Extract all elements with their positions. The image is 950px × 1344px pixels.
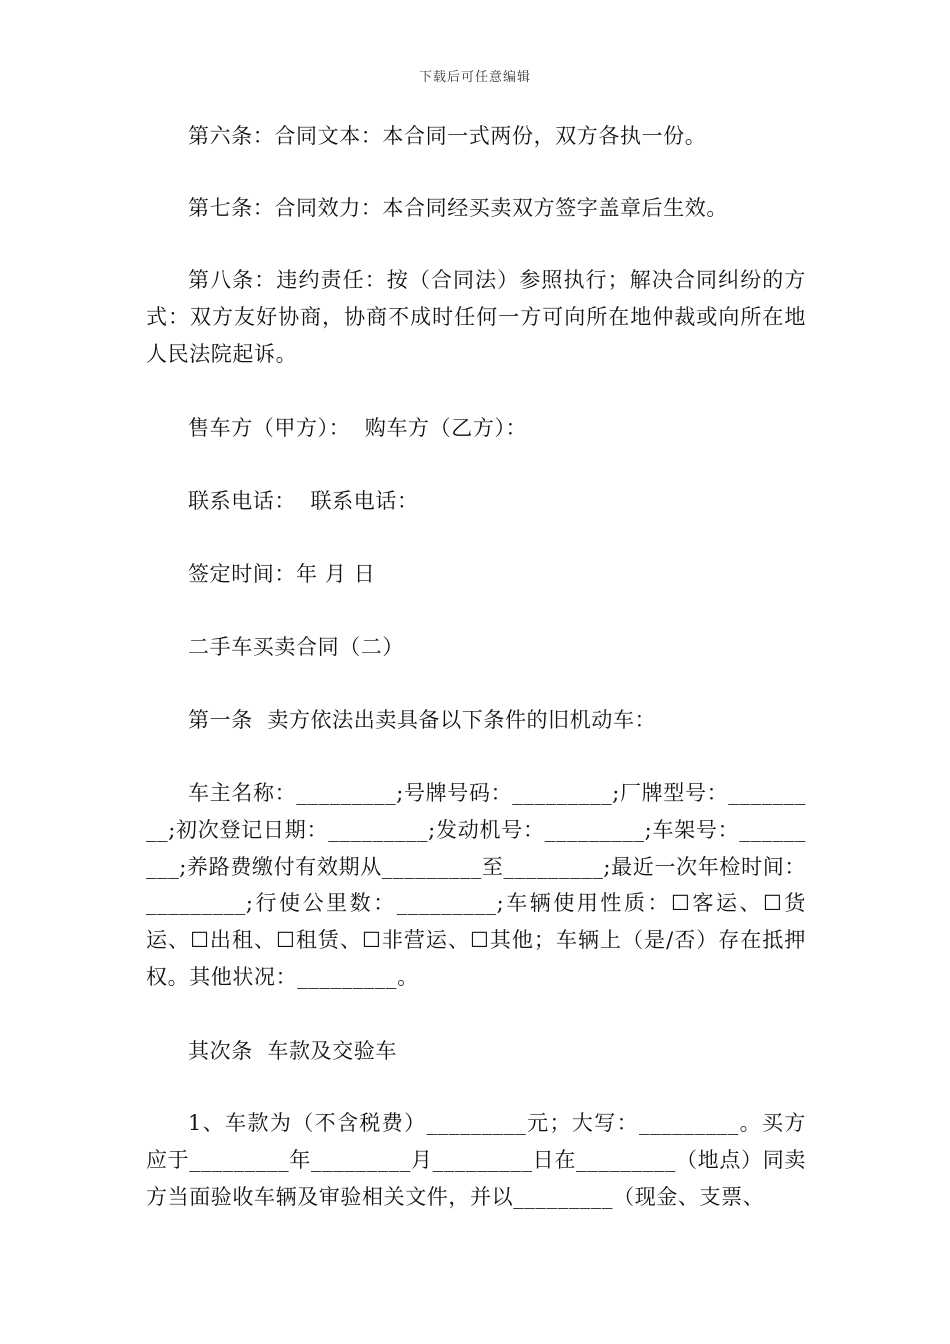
phone-line: 联系电话： 联系电话： <box>188 489 419 513</box>
clause-2-heading: 其次条 车款及交验车 <box>188 1039 397 1063</box>
seller-buyer-line: 售车方（甲方）： 购车方（乙方）： <box>188 416 528 440</box>
article-6-paragraph: 第六条：合同文本：本合同一式两份，双方各执一份。 <box>188 124 707 148</box>
article-8-paragraph: 第八条：违约责任：按（合同法）参照执行；解决合同纠纷的方式：双方友好协商，协商不成时任何一方可向所在地仲裁或向所在地人民法院起诉。 <box>146 268 806 366</box>
payment-paragraph: 1、车款为（不含税费）_________元；大写：_________。买方应于_________年_________月_________日在_________（地点）同卖方当面验收车辆及审验相关文件，并以_________（现金、支票、 <box>146 1111 806 1209</box>
article-7-paragraph: 第七条：合同效力：本合同经买卖双方签字盖章后生效。 <box>188 196 728 220</box>
contract-two-title: 二手车买卖合同（二） <box>188 635 404 659</box>
clause-1-heading: 第一条 卖方依法出卖具备以下条件的旧机动车： <box>188 708 657 732</box>
page-header: 下载后可任意编辑 <box>418 70 531 85</box>
vehicle-details-paragraph: 车主名称：_________;号牌号码：_________;厂牌型号：_________;初次登记日期：_________;发动机号：_________;车架号：_________;养路费缴付有效期从_________至_________;最近一次年检时间：_________;行使公里数：_________;车辆使用性质：☐客运、☐货运、☐出租、☐租赁、☐非营运、☐其他；车辆上（是/否）存在抵押权。其他状况：_________。 <box>146 781 806 989</box>
signing-date-line: 签定时间：年 月 日 <box>188 562 376 586</box>
